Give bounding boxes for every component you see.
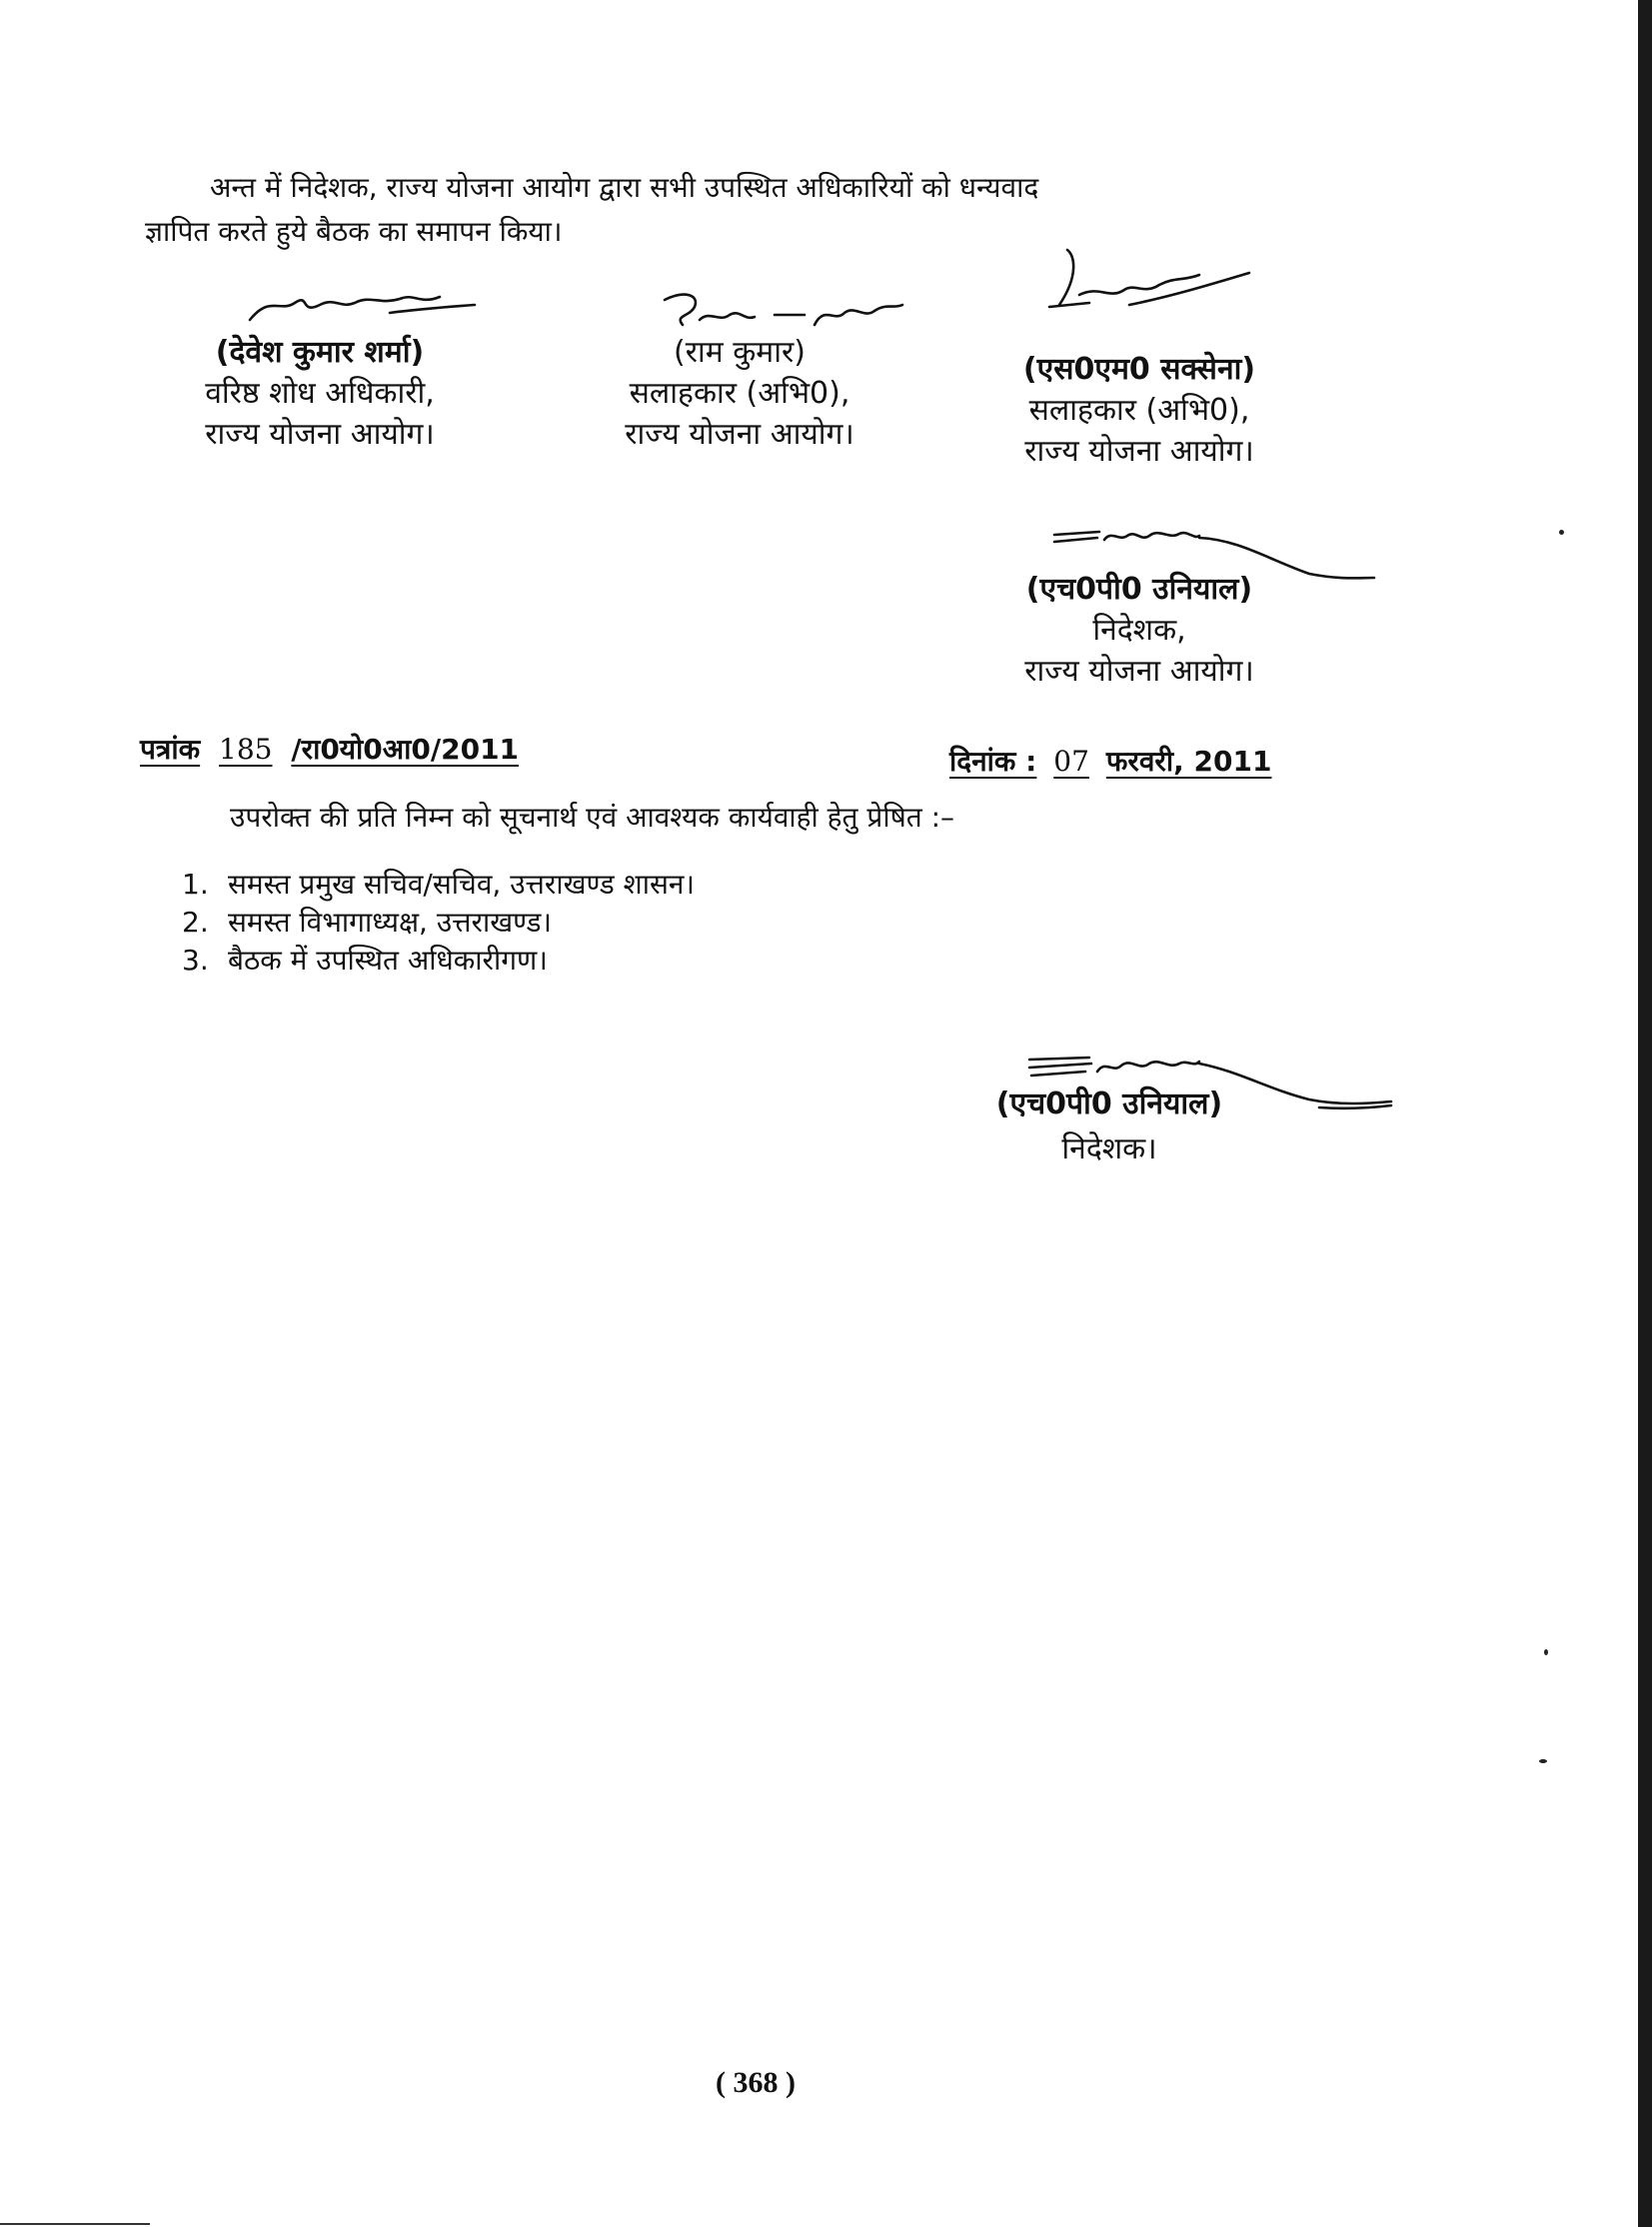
director-office: राज्य योजना आयोग। [1024, 654, 1254, 689]
date-rest: फरवरी, 2011 [1105, 745, 1272, 778]
signature-saxena [1019, 245, 1259, 325]
list-item-text: बैठक में उपस्थित अधिकारीगण। [228, 944, 548, 977]
final-signatory-designation: निदेशक। [1061, 1131, 1157, 1166]
signatory-office: राज्य योजना आयोग। [625, 417, 854, 452]
reference-date [949, 742, 1271, 780]
signatory-designation: सलाहकार (अभि0), [1028, 393, 1250, 428]
signatory-designation: सलाहकार (अभि0), [629, 376, 850, 411]
scan-edge [1638, 0, 1652, 2227]
signatory-office: राज्य योजना आयोग। [205, 417, 435, 452]
list-item-number: 2. [182, 906, 209, 939]
director-name: (एच0पी0 उनियाल) [1025, 572, 1253, 607]
closing-paragraph-line1: अन्त में निदेशक, राज्य योजना आयोग द्वारा सभी उपस्थित अधिकारियों को धन्यवाद [210, 171, 1039, 204]
signatory-name: (राम कुमार) [674, 335, 806, 370]
director-block [969, 567, 1309, 690]
reference-handwritten-number: 185 [219, 733, 273, 766]
list-item-text: समस्त विभागाध्यक्ष, उत्तराखण्ड। [228, 906, 553, 939]
list-item [182, 866, 695, 904]
list-item [182, 904, 695, 942]
date-day: 07 [1053, 745, 1089, 778]
page-number: ( 368 ) [716, 2066, 796, 2099]
date-label: दिनांक : [949, 745, 1037, 778]
signatory-block-1 [150, 330, 490, 453]
reference-suffix: /रा0यो0आ0/2011 [291, 733, 520, 766]
distribution-list [182, 866, 695, 980]
list-item [182, 942, 695, 980]
final-signatory-block [939, 1082, 1279, 1167]
signatory-designation: वरिष्ठ शोध अधिकारी, [205, 376, 435, 411]
director-designation: निदेशक, [1092, 613, 1186, 648]
closing-paragraph [145, 166, 1324, 254]
scan-speck [1544, 1649, 1548, 1655]
signatory-block-2 [570, 330, 909, 453]
final-signatory-name: (एच0पी0 उनियाल) [995, 1087, 1223, 1121]
signatory-name: (देवेश कुमार शर्मा) [215, 335, 425, 370]
signature-devesh [240, 275, 480, 335]
closing-paragraph-line2: ज्ञापित करते हुये बैठक का समापन किया। [145, 215, 563, 248]
signatory-office: राज्य योजना आयोग। [1024, 434, 1254, 469]
list-item-number: 1. [182, 868, 209, 901]
scan-speck [1539, 1759, 1547, 1763]
list-item-number: 3. [182, 944, 209, 977]
reference-number [140, 730, 519, 768]
reference-label: पत्रांक [140, 733, 201, 766]
scan-line [0, 2223, 150, 2225]
forwarding-text: उपरोक्त की प्रति निम्न को सूचनार्थ एवं आवश्यक कार्यवाही हेतु प्रेषित :– [230, 801, 955, 834]
signatory-name: (एस0एम0 सक्सेना) [1022, 352, 1256, 387]
signatory-block-3 [969, 347, 1309, 470]
scan-speck [1559, 530, 1564, 535]
list-item-text: समस्त प्रमुख सचिव/सचिव, उत्तराखण्ड शासन। [228, 868, 696, 901]
